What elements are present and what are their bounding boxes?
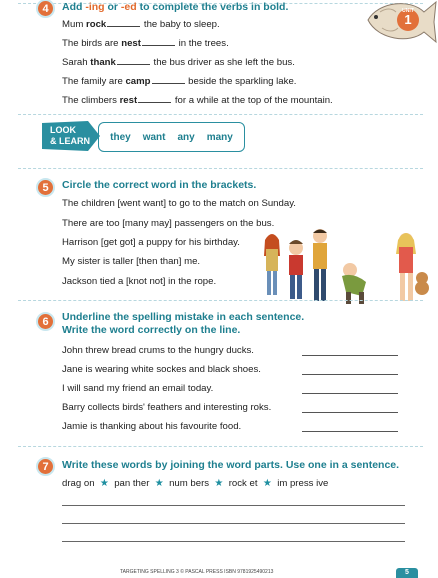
word-part: im press ive (277, 478, 329, 489)
answer-blank[interactable] (107, 26, 140, 27)
section-heading: Write the word correctly on the line. (62, 324, 241, 336)
star-icon: ★ (99, 478, 109, 489)
star-icon: ★ (262, 478, 272, 489)
divider (18, 114, 423, 115)
heading-text: Add (62, 1, 86, 13)
fish-unit-badge (360, 0, 438, 46)
exercise-line: Sarah thank the bus driver as she left the bus. (62, 57, 295, 68)
writing-line[interactable] (62, 523, 405, 524)
answer-line[interactable] (302, 355, 398, 356)
word-parts-row (62, 478, 328, 490)
answer-line[interactable] (302, 431, 398, 432)
exercise-line[interactable]: My sister is taller [then than] me. (62, 256, 201, 267)
exercise-line[interactable]: John threw bread crums to the hungry ducks. (62, 345, 254, 356)
answer-line[interactable] (302, 412, 398, 413)
unit-label: UNIT (402, 8, 414, 14)
exercise-line[interactable]: Jackson tied a [knot not] in the rope. (62, 276, 217, 287)
star-icon: ★ (154, 478, 164, 489)
answer-line[interactable] (302, 393, 398, 394)
divider (18, 168, 423, 169)
word: any (177, 131, 195, 143)
exercise-line: Mum rock the baby to sleep. (62, 19, 220, 30)
section-number-badge: 7 (36, 457, 55, 476)
look-learn-tag (42, 121, 100, 151)
learn-label: & LEARN (50, 136, 90, 146)
look-label: LOOK (50, 125, 76, 135)
look-learn-word-box (98, 122, 245, 152)
section-heading (62, 0, 288, 14)
section-number-badge: 4 (36, 0, 55, 18)
exercise-line[interactable]: Harrison [get got] a puppy for his birthday. (62, 237, 240, 248)
writing-line[interactable] (62, 541, 405, 542)
section-heading: Circle the correct word in the brackets. (62, 179, 257, 191)
word-part: drag on (62, 478, 95, 489)
exercise-line[interactable]: There are too [many may] passengers on the bus. (62, 218, 275, 229)
unit-number: 1 (404, 12, 412, 27)
word-part: rock et (228, 478, 258, 489)
heading-text: to complete the verbs in bold. (136, 1, 289, 13)
exercise-line[interactable]: I will sand my friend an email today. (62, 383, 214, 394)
answer-blank[interactable] (142, 45, 175, 46)
heading-text: or (104, 1, 121, 13)
writing-line[interactable] (62, 505, 405, 506)
exercise-line[interactable]: The children [went want] to go to the match on Sunday. (62, 198, 296, 209)
star-icon: ★ (214, 478, 224, 489)
section-number-badge: 6 (36, 312, 55, 331)
exercise-line[interactable]: Jane is wearing white sockes and black shoes. (62, 364, 261, 375)
footer-text: TARGETING SPELLING 3 © PASCAL PRESS ISBN 9781925490213 (120, 569, 274, 575)
answer-blank[interactable] (138, 102, 171, 103)
answer-blank[interactable] (117, 64, 150, 65)
divider (18, 446, 423, 447)
section-heading: Underline the spelling mistake in each sentence. (62, 311, 305, 323)
exercise-line[interactable]: Barry collects birds' feathers and interesting roks. (62, 402, 272, 413)
answer-blank[interactable] (152, 83, 185, 84)
page-number: 5 (396, 568, 418, 578)
exercise-line[interactable]: Jamie is thanking about his favourite food. (62, 421, 242, 432)
suffix-ing: -ing (85, 1, 105, 13)
exercise-line: The climbers rest for a while at the top of the mountain. (62, 95, 333, 106)
exercise-line: The family are camp beside the sparkling lake. (62, 76, 297, 87)
divider (18, 300, 423, 301)
word: many (206, 131, 233, 143)
section-heading: Write these words by joining the word parts. Use one in a sentence. (62, 459, 400, 471)
exercise-line: The birds are nest in the trees. (62, 38, 229, 49)
answer-line[interactable] (302, 374, 398, 375)
word-part: num bers (169, 478, 210, 489)
word: want (142, 131, 166, 143)
suffix-ed: -ed (120, 1, 137, 13)
children-illustration (258, 226, 434, 310)
section-number-badge: 5 (36, 178, 55, 197)
word-part: pan ther (114, 478, 150, 489)
word: they (110, 131, 131, 143)
